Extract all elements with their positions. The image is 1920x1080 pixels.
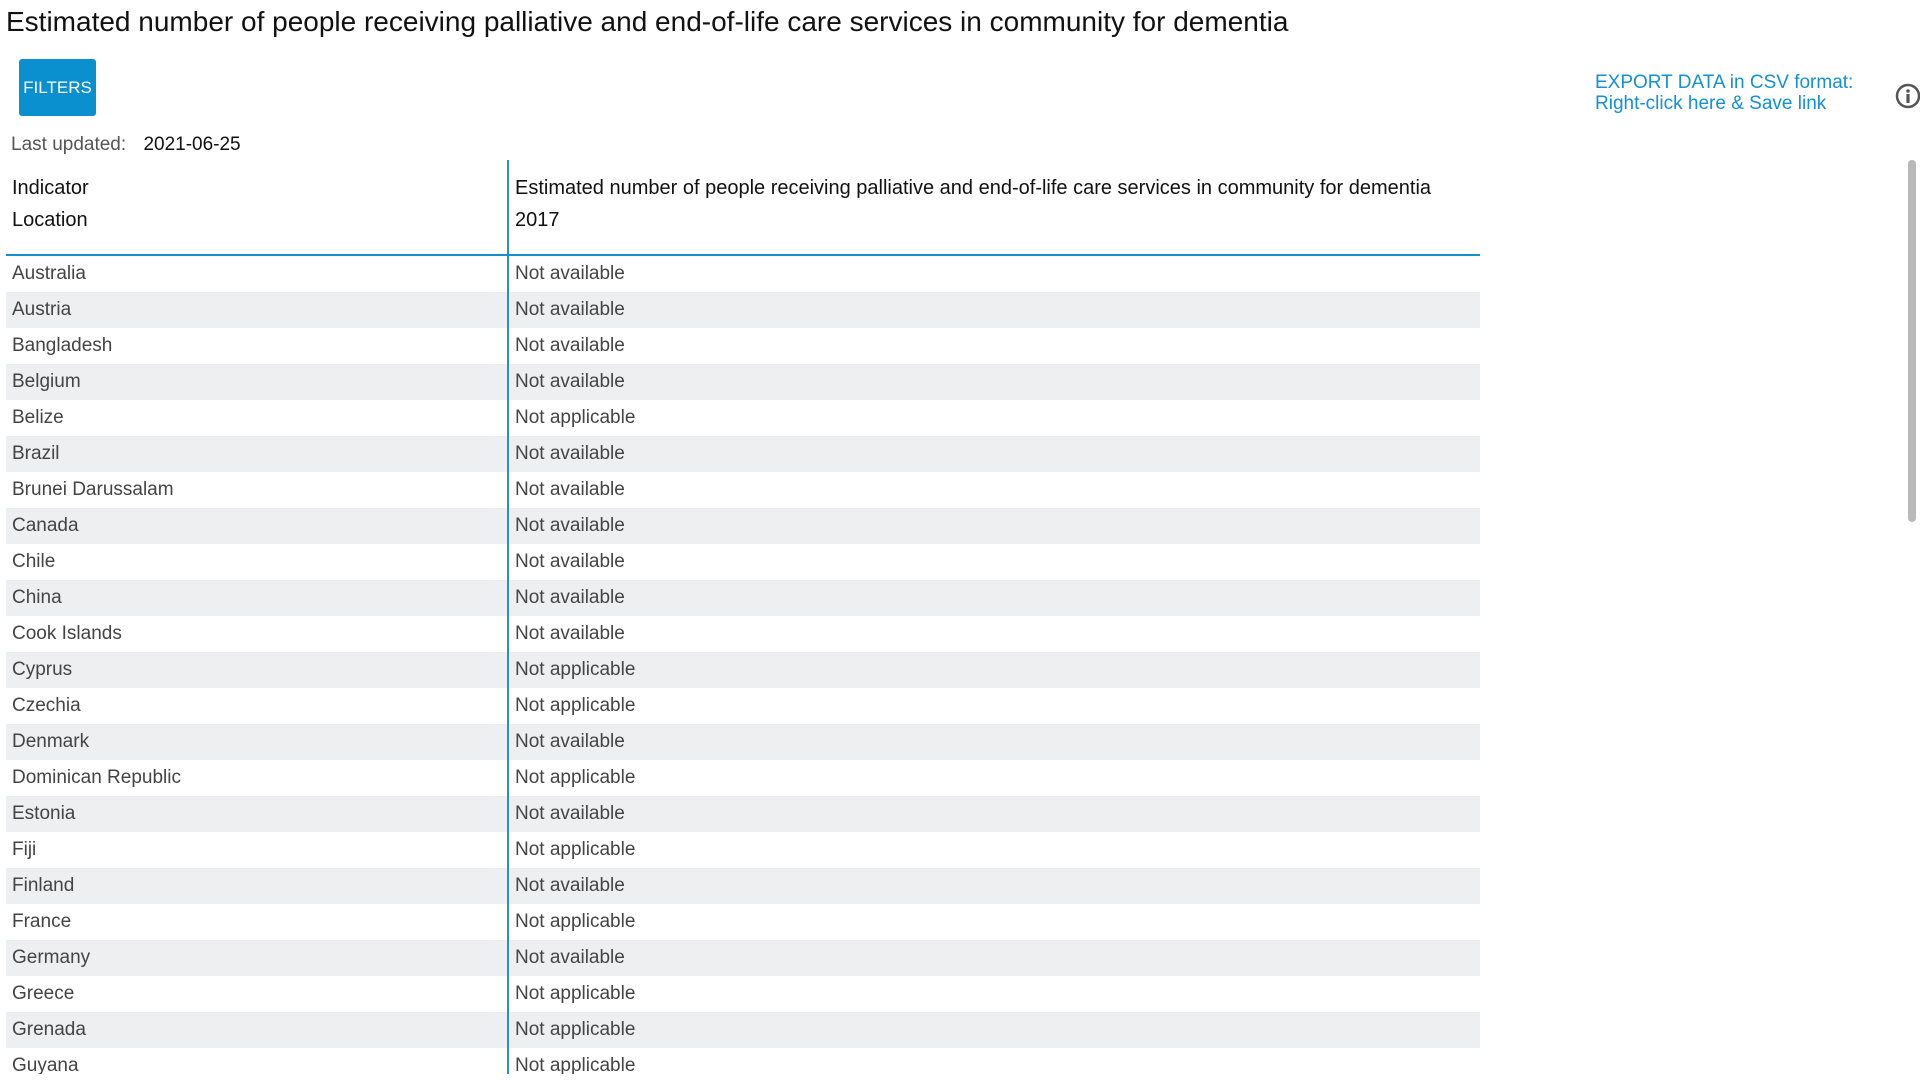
page-title: Estimated number of people receiving palliative and end-of-life care services in community for dementia <box>6 6 1289 37</box>
table-row <box>6 760 1480 796</box>
header-row-indicator <box>6 160 1480 200</box>
table-row <box>6 1048 1480 1074</box>
row-location: Belgium <box>6 364 508 400</box>
table-row <box>6 580 1480 616</box>
row-location: China <box>6 580 508 616</box>
export-link-line2: Right-click here & Save link <box>1595 93 1827 114</box>
table-row <box>6 868 1480 904</box>
table-row <box>6 940 1480 976</box>
row-value: Not available <box>508 580 1480 616</box>
export-link-line1: EXPORT DATA in CSV format: <box>1595 72 1854 93</box>
row-value: Not available <box>508 292 1480 328</box>
row-value: Not available <box>508 255 1480 292</box>
table-row <box>6 688 1480 724</box>
vertical-scrollbar[interactable] <box>1908 160 1916 522</box>
row-location: Chile <box>12 551 56 572</box>
info-circle-icon[interactable] <box>1895 83 1920 109</box>
row-value: Not applicable <box>508 652 1480 688</box>
header-indicator-label: Indicator <box>12 177 89 199</box>
row-location: Austria <box>6 292 508 328</box>
data-table-container[interactable] <box>6 160 1480 1074</box>
table-row <box>6 508 1480 544</box>
row-location: Denmark <box>6 724 508 760</box>
row-value: Not applicable <box>508 1048 1480 1074</box>
row-value: Not applicable <box>508 688 1480 724</box>
header-row-location <box>6 200 1480 240</box>
table-row <box>6 976 1480 1012</box>
row-location: Finland <box>6 868 508 904</box>
row-location: France <box>12 911 72 932</box>
table-row <box>6 904 1480 940</box>
row-location: Fiji <box>12 839 37 860</box>
row-value: Not applicable <box>508 976 1480 1012</box>
header-indicator-value: Estimated number of people receiving palliative and end-of-life care services in community for dementia <box>508 160 1480 200</box>
table-body <box>6 255 1480 1074</box>
row-location: Bangladesh <box>12 335 113 356</box>
table-row <box>6 724 1480 760</box>
table-row <box>6 472 1480 508</box>
row-location: Dominican Republic <box>12 767 181 788</box>
last-updated-label: Last updated: <box>11 134 127 155</box>
row-value: Not available <box>508 328 1480 364</box>
export-csv-link[interactable] <box>1595 72 1853 114</box>
table-row <box>6 616 1480 652</box>
row-value: Not applicable <box>508 400 1480 436</box>
row-value: Not applicable <box>508 832 1480 868</box>
table-row <box>6 796 1480 832</box>
table-row <box>6 292 1480 328</box>
row-value: Not available <box>508 796 1480 832</box>
row-value: Not applicable <box>508 1012 1480 1048</box>
row-location: Belize <box>12 407 64 428</box>
table-row <box>6 400 1480 436</box>
row-value: Not available <box>508 544 1480 580</box>
row-location: Grenada <box>6 1012 508 1048</box>
row-value: Not available <box>508 940 1480 976</box>
row-location: Brazil <box>6 436 508 472</box>
row-location: Australia <box>12 263 86 284</box>
row-location: Estonia <box>6 796 508 832</box>
filters-button[interactable]: FILTERS <box>19 59 96 116</box>
row-value: Not available <box>508 472 1480 508</box>
table-row <box>6 255 1480 292</box>
row-location: Cook Islands <box>12 623 122 644</box>
row-value: Not available <box>508 868 1480 904</box>
row-value: Not available <box>508 724 1480 760</box>
row-location: Brunei Darussalam <box>12 479 174 500</box>
last-updated-value: 2021-06-25 <box>143 134 241 155</box>
row-value: Not available <box>508 364 1480 400</box>
table-row <box>6 832 1480 868</box>
row-location: Guyana <box>12 1055 79 1074</box>
header-location-label: Location <box>12 208 88 231</box>
row-value: Not available <box>508 436 1480 472</box>
row-location: Canada <box>6 508 508 544</box>
table-row <box>6 544 1480 580</box>
last-updated <box>11 133 241 157</box>
header-year: 2017 <box>508 200 1480 240</box>
table-row <box>6 436 1480 472</box>
table-row <box>6 1012 1480 1048</box>
header-divider <box>6 240 1480 255</box>
data-table <box>6 160 1480 1074</box>
row-location: Czechia <box>12 695 81 716</box>
row-value: Not available <box>508 616 1480 652</box>
row-location: Greece <box>12 983 75 1004</box>
row-location: Germany <box>6 940 508 976</box>
table-row <box>6 364 1480 400</box>
row-location: Cyprus <box>6 652 508 688</box>
table-row <box>6 328 1480 364</box>
row-value: Not applicable <box>508 904 1480 940</box>
row-value: Not available <box>508 508 1480 544</box>
row-value: Not applicable <box>508 760 1480 796</box>
table-row <box>6 652 1480 688</box>
